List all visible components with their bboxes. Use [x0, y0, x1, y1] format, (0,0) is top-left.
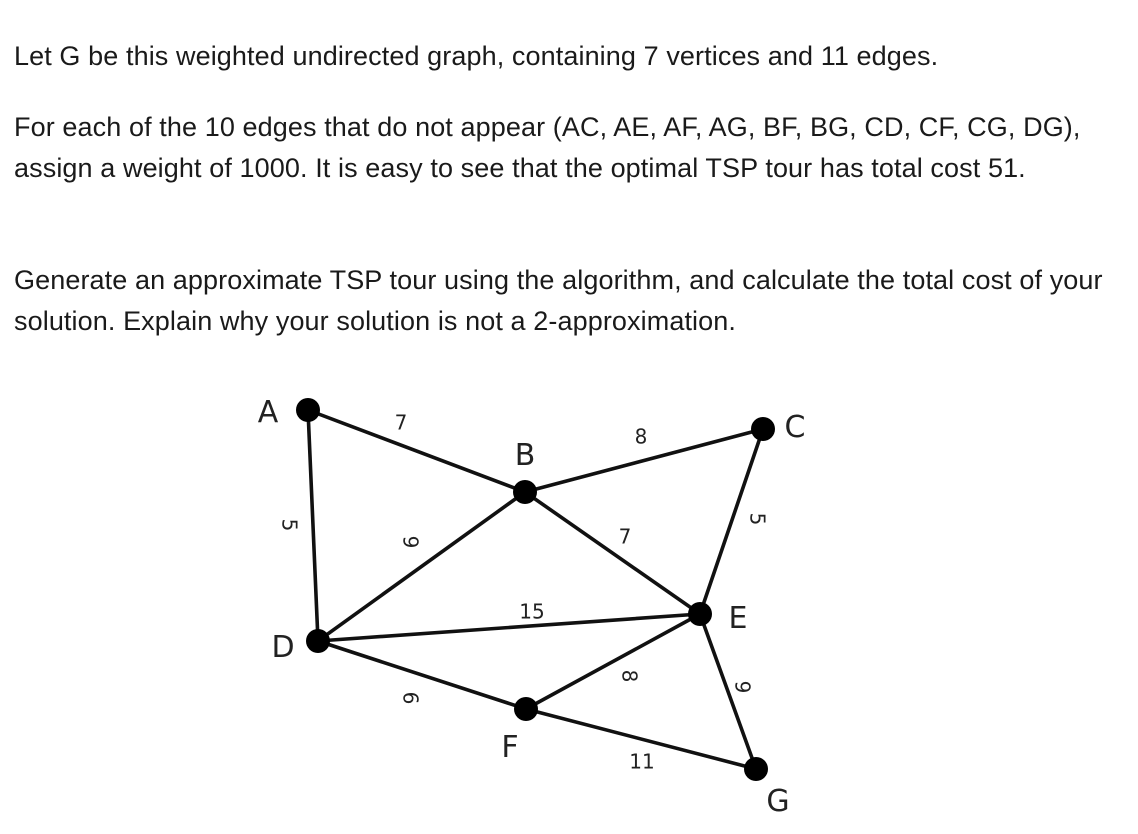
- edge-be: [525, 492, 700, 614]
- vertex-b: [513, 480, 537, 504]
- vertex-label-c: C: [784, 410, 806, 445]
- vertex-e: [688, 602, 712, 626]
- edge-weight-be: 7: [618, 524, 632, 549]
- problem-statement-intro: Let G be this weighted undirected graph, containing 7 vertices and 11 edges.: [14, 41, 939, 71]
- edge-bd: [318, 492, 525, 641]
- vertex-f: [514, 697, 538, 721]
- edge-weight-ce: 5: [745, 512, 770, 526]
- problem-statement-task: Generate an approximate TSP tour using the algorithm, and calculate the total cost of your solution. Explain why your solution is not a 2-approximation.: [14, 265, 1103, 336]
- edge-weight-eg: 9: [730, 680, 755, 694]
- vertex-label-a: A: [257, 395, 279, 430]
- vertex-label-b: B: [514, 438, 536, 473]
- problem-statement-weights: For each of the 10 edges that do not appear (AC, AE, AF, AG, BF, BG, CD, CF, CG, DG), assign a weight of 1000. It is easy to see that the optimal TSP tour has total cost 51.: [14, 112, 1081, 183]
- vertex-label-g: G: [766, 784, 790, 819]
- edge-ab: [308, 410, 525, 492]
- vertex-a: [296, 398, 320, 422]
- edge-weight-df: 6: [398, 691, 423, 705]
- edge-weight-de: 15: [519, 599, 545, 624]
- vertex-label-d: D: [271, 630, 295, 665]
- vertex-label-e: E: [728, 601, 748, 636]
- edge-weight-bd: 9: [398, 535, 423, 549]
- vertex-d: [306, 629, 330, 653]
- edge-ef: [526, 614, 700, 709]
- edge-weight-ef: 8: [617, 669, 642, 683]
- edge-weight-ad: 5: [277, 518, 302, 532]
- edge-weight-ab: 7: [394, 410, 408, 435]
- edge-weight-fg: 11: [629, 749, 655, 774]
- vertex-g: [744, 757, 768, 781]
- edge-ad: [308, 410, 318, 641]
- edge-weight-bc: 8: [634, 424, 648, 449]
- edge-de: [318, 614, 700, 641]
- vertex-label-f: F: [501, 730, 519, 765]
- vertex-c: [751, 417, 775, 441]
